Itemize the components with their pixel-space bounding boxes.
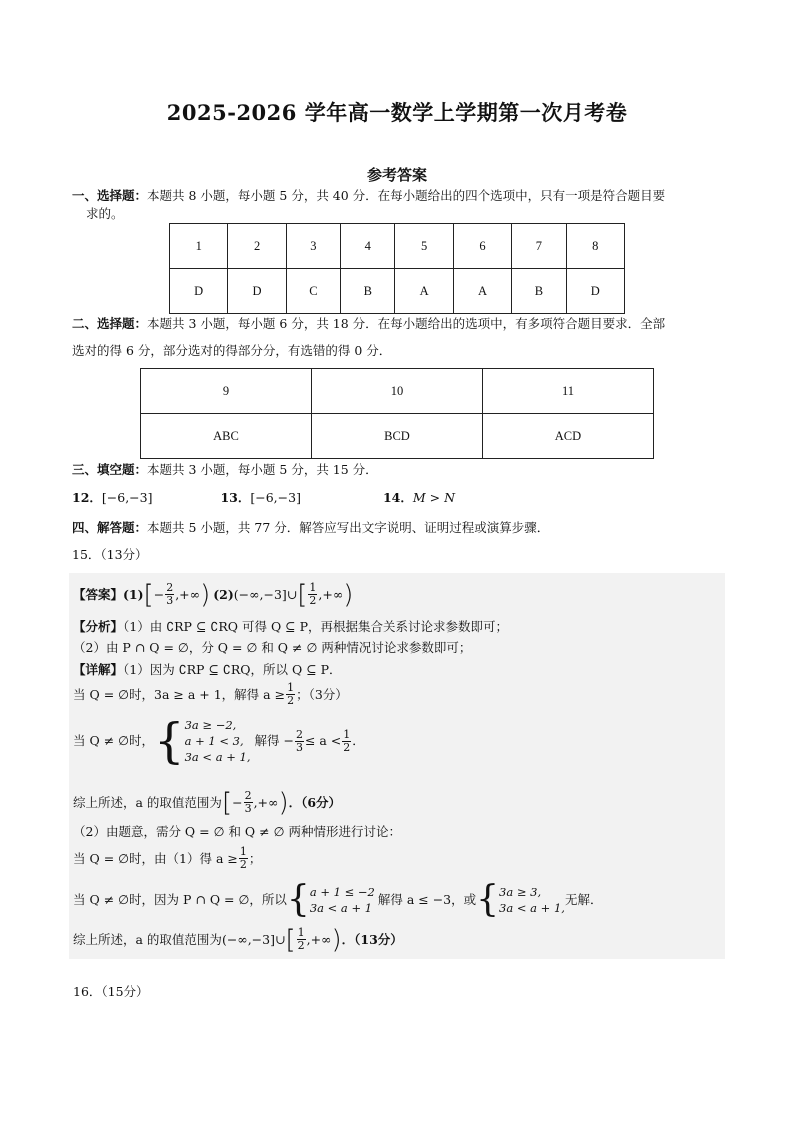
table-cell: 3	[286, 224, 340, 269]
part2-case1-end: ；	[248, 850, 262, 866]
summary1-score: ．（6分）	[288, 794, 342, 810]
section4-heading: 四、解答题：	[72, 520, 148, 535]
q13-label: 13．	[220, 490, 251, 505]
q13-answer: [−6,−3]	[250, 490, 301, 505]
section1-number-row	[170, 224, 625, 269]
analysis-tag: 【分析】	[73, 619, 124, 634]
right-paren: )	[200, 579, 211, 610]
q15-label: 15．（13分）	[72, 547, 148, 562]
part2-intro: （2）由题意，需分 Q = ∅ 和 Q ≠ ∅ 两种情形进行讨论：	[73, 824, 401, 839]
case2-text: 当 Q ≠ ∅时，	[73, 733, 155, 748]
fraction: $\frac{1}{2}$	[343, 727, 351, 754]
table-cell: C	[286, 269, 340, 314]
section3-desc: 本题共 3 小题，每小题 5 分，共 15 分．	[147, 462, 378, 477]
section1-heading: 一、选择题：	[72, 188, 148, 203]
section2-heading: 二、选择题：	[72, 316, 148, 331]
math-text: ,+∞	[318, 586, 344, 602]
fraction: $\frac{2}{3}$	[295, 727, 303, 754]
case2-line	[73, 713, 365, 769]
section2-number-row	[141, 369, 654, 414]
table-cell: D	[228, 269, 286, 314]
page-title: 2025-2026 学年高一数学上学期第一次月考卷	[166, 100, 628, 125]
section2-line1	[72, 315, 665, 333]
answer-part1-label: (1)	[123, 586, 144, 602]
part2-case2-text: 当 Q ≠ ∅时，因为 P ∩ Q = ∅，所以	[73, 892, 287, 907]
right-paren: )	[331, 924, 342, 955]
left-bracket: [	[285, 924, 296, 955]
summary2-line	[73, 924, 403, 955]
case2-solve-text: 解得 −	[254, 733, 294, 748]
detail-line1	[73, 661, 342, 679]
table-cell: D	[566, 269, 624, 314]
math-text: ,+∞	[253, 794, 279, 810]
table-cell: ACD	[482, 414, 653, 459]
fraction: $\frac{1}{2}$	[287, 681, 295, 707]
fraction: $\frac{1}{2}$	[309, 581, 317, 607]
math-text: (−∞,−3]∪	[221, 931, 286, 947]
math-text: −	[232, 794, 243, 810]
section2-desc-line2: 选对的得 6 分，部分选对的得部分分，有选错的得 0 分．	[72, 343, 392, 358]
table-cell: 9	[141, 369, 312, 414]
table-cell: 8	[566, 224, 624, 269]
q14-answer: M > N	[412, 490, 456, 505]
table-cell: ABC	[141, 414, 312, 459]
table-cell: 11	[482, 369, 653, 414]
detail-tag: 【详解】	[73, 662, 124, 677]
section1-line1	[72, 187, 665, 205]
part2-case1-line	[73, 846, 261, 871]
right-paren: )	[343, 579, 354, 610]
fraction: $\frac{1}{2}$	[239, 845, 247, 871]
part2-case2-line	[73, 880, 602, 920]
table-cell: 6	[453, 224, 511, 269]
section2-desc-line1: 本题共 3 小题，每小题 6 分，共 18 分．在每小题给出的选项中，有多项符合题目要求．全部	[147, 316, 666, 331]
table-cell: 5	[395, 224, 453, 269]
section2-answer-table	[140, 368, 654, 459]
case1-text: 当 Q = ∅时，3a ≥ a + 1，解得 a ≥	[73, 686, 286, 702]
table-cell: A	[395, 269, 453, 314]
math-text: (−∞,−3]∪	[233, 586, 298, 602]
section4-desc: 本题共 5 小题，共 77 分．解答应写出文字说明、证明过程或演算步骤．	[147, 520, 550, 535]
summary2-score: ．（13分）	[341, 931, 403, 947]
summary1-text: 综上所述，a 的取值范围为	[73, 794, 222, 810]
analysis-text2: （2）由 P ∩ Q = ∅，分 Q = ∅ 和 Q ≠ ∅ 两种情况讨论求参数即可；	[73, 640, 472, 655]
section1-answer-table	[169, 223, 625, 314]
part2-mid-text: 解得 a ≤ −3，或	[377, 892, 477, 907]
table-cell: 10	[311, 369, 482, 414]
math-text: ,+∞	[306, 931, 332, 947]
fill-in-answers	[72, 489, 455, 507]
inequality-system	[499, 884, 565, 916]
inequality-row: 3a < a + 1	[309, 901, 373, 915]
table-cell: 2	[228, 224, 286, 269]
case2-solve-text2: ≤ a <	[304, 733, 342, 748]
table-cell: B	[512, 269, 566, 314]
left-brace: {	[154, 713, 185, 769]
section1-desc-line1: 本题共 8 小题，每小题 5 分，共 40 分．在每小题给出的四个选项中，只有一项是符合题目要	[147, 188, 666, 203]
summary2-text: 综上所述，a 的取值范围为	[73, 931, 222, 947]
section4-line	[72, 519, 549, 537]
fraction: $\frac{2}{3}$	[244, 789, 252, 815]
inequality-row: 3a < a + 1,	[184, 750, 251, 764]
table-cell: 4	[341, 224, 395, 269]
part2-end: 无解．	[564, 892, 603, 907]
right-paren: )	[278, 787, 289, 818]
inequality-row: 3a ≥ −2,	[184, 718, 237, 732]
section2-answer-row	[141, 414, 654, 459]
section3-heading: 三、填空题：	[72, 462, 148, 477]
analysis-text1: （1）由 ∁RP ⊆ ∁RQ 可得 Q ⊆ P，再根据集合关系讨论求参数即可；	[123, 619, 509, 634]
left-brace: {	[476, 879, 500, 920]
case1-line	[73, 682, 348, 707]
inequality-system	[310, 884, 375, 916]
math-text: −	[153, 586, 165, 602]
section1-desc-line2: 求的。	[86, 206, 124, 221]
left-bracket: [	[143, 579, 154, 610]
inequality-row: 3a < a + 1,	[499, 901, 565, 915]
table-cell: B	[341, 269, 395, 314]
left-bracket: [	[297, 579, 308, 610]
math-text: ,+∞	[175, 586, 201, 602]
q14-label: 14．	[382, 490, 413, 505]
inequality-row: 3a ≥ 3,	[499, 885, 542, 899]
inequality-row: a + 1 ≤ −2	[309, 885, 375, 899]
table-cell: 1	[170, 224, 228, 269]
case2-end: ．	[352, 733, 365, 748]
table-cell: D	[170, 269, 228, 314]
summary1-line	[73, 787, 342, 818]
section1-answer-row	[170, 269, 625, 314]
answer-key-subtitle: 参考答案	[366, 166, 427, 184]
answer-tag: 【答案】	[73, 586, 124, 602]
q12-answer: [−6,−3]	[101, 490, 153, 505]
table-cell: A	[453, 269, 511, 314]
inequality-system	[185, 717, 251, 765]
inequality-row: a + 1 < 3,	[184, 734, 244, 748]
case1-score: ；（3分）	[296, 686, 348, 702]
fraction: $\frac{2}{3}$	[166, 581, 174, 607]
detail-text1: （1）因为 ∁RP ⊆ ∁RQ，所以 Q ⊆ P．	[123, 662, 342, 677]
table-cell: BCD	[311, 414, 482, 459]
fraction: $\frac{1}{2}$	[297, 926, 305, 952]
left-brace: {	[286, 879, 310, 920]
q12-label: 12．	[72, 490, 102, 505]
answer-part2-label: (2)	[213, 586, 234, 602]
section3-line	[72, 461, 378, 479]
q15-answer-line	[73, 579, 354, 610]
table-cell: 7	[512, 224, 566, 269]
part2-case1-text: 当 Q = ∅时，由（1）得 a ≥	[73, 850, 238, 866]
q16-label: 16．（15分）	[73, 984, 149, 999]
left-bracket: [	[221, 787, 233, 818]
analysis-line1	[73, 618, 508, 636]
